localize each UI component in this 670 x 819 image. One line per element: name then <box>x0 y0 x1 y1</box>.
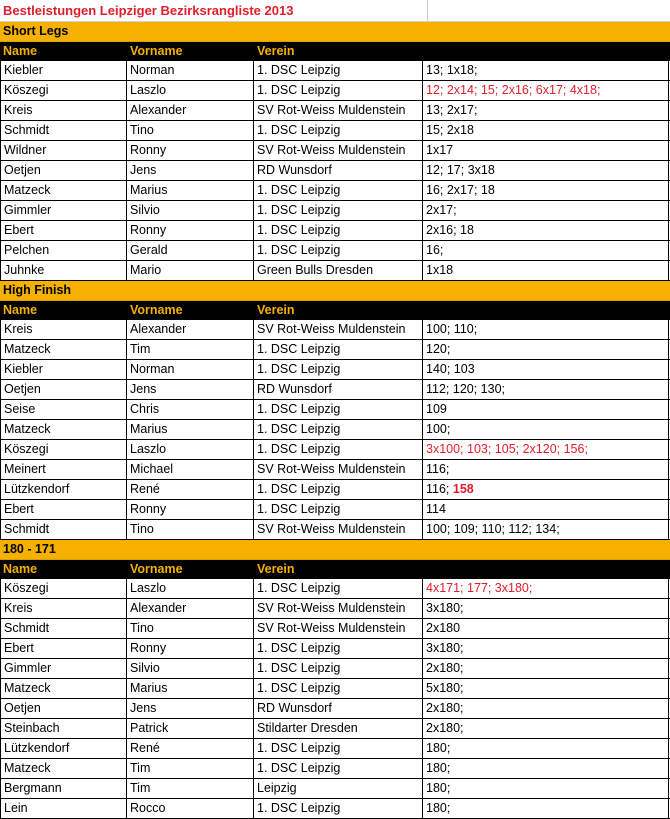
cell-name[interactable]: Meinert <box>0 460 127 479</box>
cell-name[interactable]: Gimmler <box>0 201 127 220</box>
cell-value-text: 116; <box>426 462 450 476</box>
table-row <box>0 739 670 759</box>
cell-value-text: 180; <box>426 741 451 755</box>
cell-value-text: 2x17; <box>426 203 457 217</box>
cell-vorname[interactable]: Chris <box>127 400 254 419</box>
cell-vorname[interactable]: Laszlo <box>127 81 254 100</box>
header-vorname: Vorname <box>130 303 183 317</box>
cell-value[interactable] <box>423 81 669 100</box>
cell-name[interactable]: Lützkendorf <box>0 739 127 758</box>
cell-name[interactable]: Seise <box>0 400 127 419</box>
cell-name[interactable]: Oetjen <box>0 699 127 718</box>
cell-verein[interactable]: SV Rot-Weiss Muldenstein <box>254 141 423 160</box>
cell-value-text: 12; 2x14; 15; 2x16; 6x17; 4x18; <box>426 83 601 97</box>
cell-value[interactable] <box>423 759 669 778</box>
cell-name[interactable]: Köszegi <box>0 440 127 459</box>
header-value <box>423 301 669 320</box>
cell-value[interactable] <box>423 161 669 180</box>
cell-value[interactable] <box>423 420 669 439</box>
table-row <box>0 520 670 540</box>
cell-vorname[interactable]: Marius <box>127 679 254 698</box>
cell-name[interactable]: Juhnke <box>0 261 127 280</box>
cell-value[interactable] <box>423 480 669 499</box>
cell-vorname[interactable]: Silvio <box>127 201 254 220</box>
cell-vorname[interactable]: Michael <box>127 460 254 479</box>
header-vorname: Vorname <box>130 562 183 576</box>
cell-verein[interactable]: RD Wunsdorf <box>254 380 423 399</box>
table-header-row <box>0 301 670 320</box>
cell-verein[interactable]: 1. DSC Leipzig <box>254 241 423 260</box>
cell-verein[interactable]: 1. DSC Leipzig <box>254 440 423 459</box>
table-row <box>0 320 670 340</box>
cell-value[interactable] <box>423 639 669 658</box>
table-row <box>0 181 670 201</box>
table-row <box>0 659 670 679</box>
cell-verein[interactable]: 1. DSC Leipzig <box>254 201 423 220</box>
cell-value[interactable] <box>423 380 669 399</box>
cell-name[interactable]: Schmidt <box>0 121 127 140</box>
cell-value[interactable] <box>423 241 669 260</box>
header-vorname: Vorname <box>130 44 183 58</box>
cell-value-text: 3x180; <box>426 601 464 615</box>
cell-vorname[interactable]: Tino <box>127 520 254 539</box>
cell-name[interactable]: Schmidt <box>0 520 127 539</box>
cell-name[interactable]: Oetjen <box>0 161 127 180</box>
cell-value[interactable] <box>423 201 669 220</box>
cell-verein[interactable]: 1. DSC Leipzig <box>254 400 423 419</box>
cell-name[interactable]: Gimmler <box>0 659 127 678</box>
cell-vorname[interactable]: Alexander <box>127 599 254 618</box>
cell-value[interactable] <box>423 141 669 160</box>
section-title: Short Legs <box>0 22 670 42</box>
cell-value-text: 1x17 <box>426 143 454 157</box>
table-row <box>0 599 670 619</box>
cell-verein[interactable]: 1. DSC Leipzig <box>254 420 423 439</box>
table-row <box>0 719 670 739</box>
cell-vorname[interactable]: Ronny <box>127 500 254 519</box>
cell-value-text: 116; <box>426 482 453 496</box>
cell-verein[interactable]: 1. DSC Leipzig <box>254 480 423 499</box>
cell-name[interactable]: Pelchen <box>0 241 127 260</box>
cell-value-text: 1x18 <box>426 263 454 277</box>
table-row <box>0 639 670 659</box>
cell-verein[interactable]: SV Rot-Weiss Muldenstein <box>254 460 423 479</box>
cell-name[interactable]: Lützkendorf <box>0 480 127 499</box>
header-value <box>423 42 669 61</box>
cell-value[interactable] <box>423 61 669 80</box>
cell-name[interactable]: Matzeck <box>0 181 127 200</box>
cell-value[interactable] <box>423 360 669 379</box>
cell-vorname[interactable]: Laszlo <box>127 440 254 459</box>
cell-name[interactable]: Oetjen <box>0 380 127 399</box>
header-name: Name <box>3 562 38 576</box>
section-title: High Finish <box>0 281 670 301</box>
cell-name[interactable]: Matzeck <box>0 420 127 439</box>
cell-vorname[interactable]: Alexander <box>127 320 254 339</box>
cell-value[interactable] <box>423 261 669 280</box>
cell-name[interactable]: Ebert <box>0 500 127 519</box>
cell-value-text: 16; 2x17; 18 <box>426 183 495 197</box>
cell-value[interactable] <box>423 739 669 758</box>
table-row <box>0 619 670 639</box>
cell-name[interactable]: Kreis <box>0 101 127 120</box>
cell-value-highlight: 158 <box>452 482 474 496</box>
cell-vorname[interactable]: Norman <box>127 61 254 80</box>
cell-verein[interactable]: SV Rot-Weiss Muldenstein <box>254 101 423 120</box>
cell-vorname[interactable]: Tim <box>127 340 254 359</box>
cell-vorname[interactable]: Alexander <box>127 101 254 120</box>
cell-vorname[interactable]: Patrick <box>127 719 254 738</box>
header-verein: Verein <box>257 44 295 58</box>
cell-value-text: 140; 103 <box>426 362 475 376</box>
cell-value-text: 114 <box>426 502 446 516</box>
cell-value-text: 3x180; <box>426 641 464 655</box>
cell-value[interactable] <box>423 719 669 738</box>
cell-name[interactable]: Köszegi <box>0 81 127 100</box>
cell-vorname[interactable]: Marius <box>127 420 254 439</box>
cell-verein[interactable]: 1. DSC Leipzig <box>254 340 423 359</box>
cell-name[interactable]: Steinbach <box>0 719 127 738</box>
cell-value[interactable] <box>423 221 669 240</box>
cell-value-text: 180; <box>426 781 451 795</box>
table-row <box>0 420 670 440</box>
cell-verein[interactable]: 1. DSC Leipzig <box>254 639 423 658</box>
cell-verein[interactable]: SV Rot-Weiss Muldenstein <box>254 619 423 638</box>
cell-value[interactable] <box>423 340 669 359</box>
cell-value[interactable] <box>423 699 669 718</box>
table-row <box>0 141 670 161</box>
cell-verein[interactable]: 1. DSC Leipzig <box>254 360 423 379</box>
cell-name[interactable]: Matzeck <box>0 679 127 698</box>
cell-value-text: 15; 2x18 <box>426 123 474 137</box>
table-row <box>0 101 670 121</box>
cell-name[interactable]: Ebert <box>0 639 127 658</box>
cell-vorname[interactable]: Tino <box>127 619 254 638</box>
table-row <box>0 81 670 101</box>
cell-value[interactable] <box>423 799 669 818</box>
table-header-row <box>0 560 670 579</box>
cell-name[interactable]: Ebert <box>0 221 127 240</box>
cell-value-text: 4x171; 177; 3x180; <box>426 581 533 595</box>
cell-verein[interactable]: 1. DSC Leipzig <box>254 181 423 200</box>
cell-vorname[interactable]: Jens <box>127 380 254 399</box>
cell-vorname[interactable]: Rocco <box>127 799 254 818</box>
cell-vorname[interactable]: Tino <box>127 121 254 140</box>
cell-verein[interactable]: Leipzig <box>254 779 423 798</box>
table-row <box>0 679 670 699</box>
cell-vorname[interactable]: René <box>127 739 254 758</box>
cell-verein[interactable]: 1. DSC Leipzig <box>254 659 423 678</box>
table-row <box>0 61 670 81</box>
cell-value-text: 100; <box>426 422 451 436</box>
cell-vorname[interactable]: René <box>127 480 254 499</box>
cell-verein[interactable]: 1. DSC Leipzig <box>254 61 423 80</box>
sections-container <box>0 22 670 819</box>
table-row <box>0 380 670 400</box>
cell-vorname[interactable]: Norman <box>127 360 254 379</box>
table-row <box>0 241 670 261</box>
cell-name[interactable]: Matzeck <box>0 340 127 359</box>
cell-verein[interactable]: SV Rot-Weiss Muldenstein <box>254 320 423 339</box>
cell-verein[interactable]: Green Bulls Dresden <box>254 261 423 280</box>
cell-value[interactable] <box>423 679 669 698</box>
cell-value-text: 2x180; <box>426 661 464 675</box>
table-row <box>0 799 670 819</box>
table-row <box>0 161 670 181</box>
table-row <box>0 500 670 520</box>
cell-value[interactable] <box>423 440 669 459</box>
cell-verein[interactable]: 1. DSC Leipzig <box>254 221 423 240</box>
cell-name[interactable]: Kreis <box>0 599 127 618</box>
cell-verein[interactable]: SV Rot-Weiss Muldenstein <box>254 520 423 539</box>
cell-value-text: 3x100; 103; 105; 2x120; 156; <box>426 442 588 456</box>
table-row <box>0 261 670 281</box>
cell-name[interactable]: Bergmann <box>0 779 127 798</box>
cell-vorname[interactable]: Ronny <box>127 141 254 160</box>
table-row <box>0 460 670 480</box>
cell-vorname[interactable]: Jens <box>127 161 254 180</box>
cell-verein[interactable]: 1. DSC Leipzig <box>254 81 423 100</box>
cell-value[interactable] <box>423 619 669 638</box>
title-row <box>0 0 670 22</box>
table-row <box>0 480 670 500</box>
cell-name[interactable]: Kreis <box>0 320 127 339</box>
cell-vorname[interactable]: Tim <box>127 759 254 778</box>
page-title: Bestleistungen Leipziger Bezirksrangliste 2013 <box>0 0 428 21</box>
cell-name[interactable]: Köszegi <box>0 579 127 598</box>
section-title: 180 - 171 <box>0 540 670 560</box>
cell-name[interactable]: Kiebler <box>0 61 127 80</box>
cell-value[interactable] <box>423 181 669 200</box>
cell-value[interactable] <box>423 500 669 519</box>
cell-verein[interactable]: SV Rot-Weiss Muldenstein <box>254 599 423 618</box>
cell-value-text: 109 <box>426 402 447 416</box>
cell-value-text: 13; 1x18; <box>426 63 478 77</box>
cell-vorname[interactable]: Laszlo <box>127 579 254 598</box>
cell-value-text: 16; <box>426 243 444 257</box>
header-name: Name <box>3 44 38 58</box>
cell-value-text: 180; <box>426 761 451 775</box>
header-verein: Verein <box>257 303 295 317</box>
cell-value[interactable] <box>423 599 669 618</box>
cell-value-text: 2x180; <box>426 701 464 715</box>
cell-verein[interactable]: RD Wunsdorf <box>254 699 423 718</box>
cell-verein[interactable]: 1. DSC Leipzig <box>254 759 423 778</box>
cell-vorname[interactable]: Tim <box>127 779 254 798</box>
cell-value[interactable] <box>423 659 669 678</box>
cell-vorname[interactable]: Jens <box>127 699 254 718</box>
table-header-row <box>0 42 670 61</box>
cell-verein[interactable]: 1. DSC Leipzig <box>254 679 423 698</box>
cell-value[interactable] <box>423 460 669 479</box>
cell-value[interactable] <box>423 121 669 140</box>
cell-name[interactable]: Schmidt <box>0 619 127 638</box>
table-row <box>0 699 670 719</box>
cell-vorname[interactable]: Silvio <box>127 659 254 678</box>
cell-value[interactable] <box>423 779 669 798</box>
table-row <box>0 121 670 141</box>
cell-value-text: 2x16; 18 <box>426 223 474 237</box>
table-row <box>0 201 670 221</box>
table-row <box>0 360 670 380</box>
cell-verein[interactable]: 1. DSC Leipzig <box>254 579 423 598</box>
header-verein: Verein <box>257 562 295 576</box>
cell-value-text: 120; <box>426 342 451 356</box>
table-row <box>0 759 670 779</box>
cell-vorname[interactable]: Ronny <box>127 639 254 658</box>
cell-value-text: 13; 2x17; <box>426 103 478 117</box>
cell-verein[interactable]: 1. DSC Leipzig <box>254 739 423 758</box>
cell-value-text: 2x180 <box>426 621 461 635</box>
cell-value-text: 100; 110; <box>426 322 478 336</box>
cell-verein[interactable]: 1. DSC Leipzig <box>254 500 423 519</box>
header-value <box>423 560 669 579</box>
table-row <box>0 579 670 599</box>
table-row <box>0 340 670 360</box>
cell-value-text: 12; 17; 3x18 <box>426 163 495 177</box>
cell-value[interactable] <box>423 101 669 120</box>
cell-value-text: 180; <box>426 801 451 815</box>
cell-value[interactable] <box>423 579 669 598</box>
cell-value[interactable] <box>423 520 669 539</box>
cell-name[interactable]: Lein <box>0 799 127 818</box>
cell-name[interactable]: Matzeck <box>0 759 127 778</box>
cell-verein[interactable]: 1. DSC Leipzig <box>254 799 423 818</box>
cell-verein[interactable]: 1. DSC Leipzig <box>254 121 423 140</box>
table-row <box>0 779 670 799</box>
cell-vorname[interactable]: Ronny <box>127 221 254 240</box>
table-row <box>0 221 670 241</box>
cell-verein[interactable]: Stildarter Dresden <box>254 719 423 738</box>
header-name: Name <box>3 303 38 317</box>
cell-value-text: 100; 109; 110; 112; 134; <box>426 522 560 536</box>
cell-value[interactable] <box>423 320 669 339</box>
table-row <box>0 440 670 460</box>
cell-value[interactable] <box>423 400 669 419</box>
cell-value-text: 2x180; <box>426 721 464 735</box>
cell-vorname[interactable]: Mario <box>127 261 254 280</box>
cell-vorname[interactable]: Marius <box>127 181 254 200</box>
cell-value-text: 112; 120; 130; <box>426 382 506 396</box>
cell-value-text: 5x180; <box>426 681 464 695</box>
cell-vorname[interactable]: Gerald <box>127 241 254 260</box>
table-row <box>0 400 670 420</box>
cell-verein[interactable]: RD Wunsdorf <box>254 161 423 180</box>
cell-name[interactable]: Wildner <box>0 141 127 160</box>
cell-name[interactable]: Kiebler <box>0 360 127 379</box>
